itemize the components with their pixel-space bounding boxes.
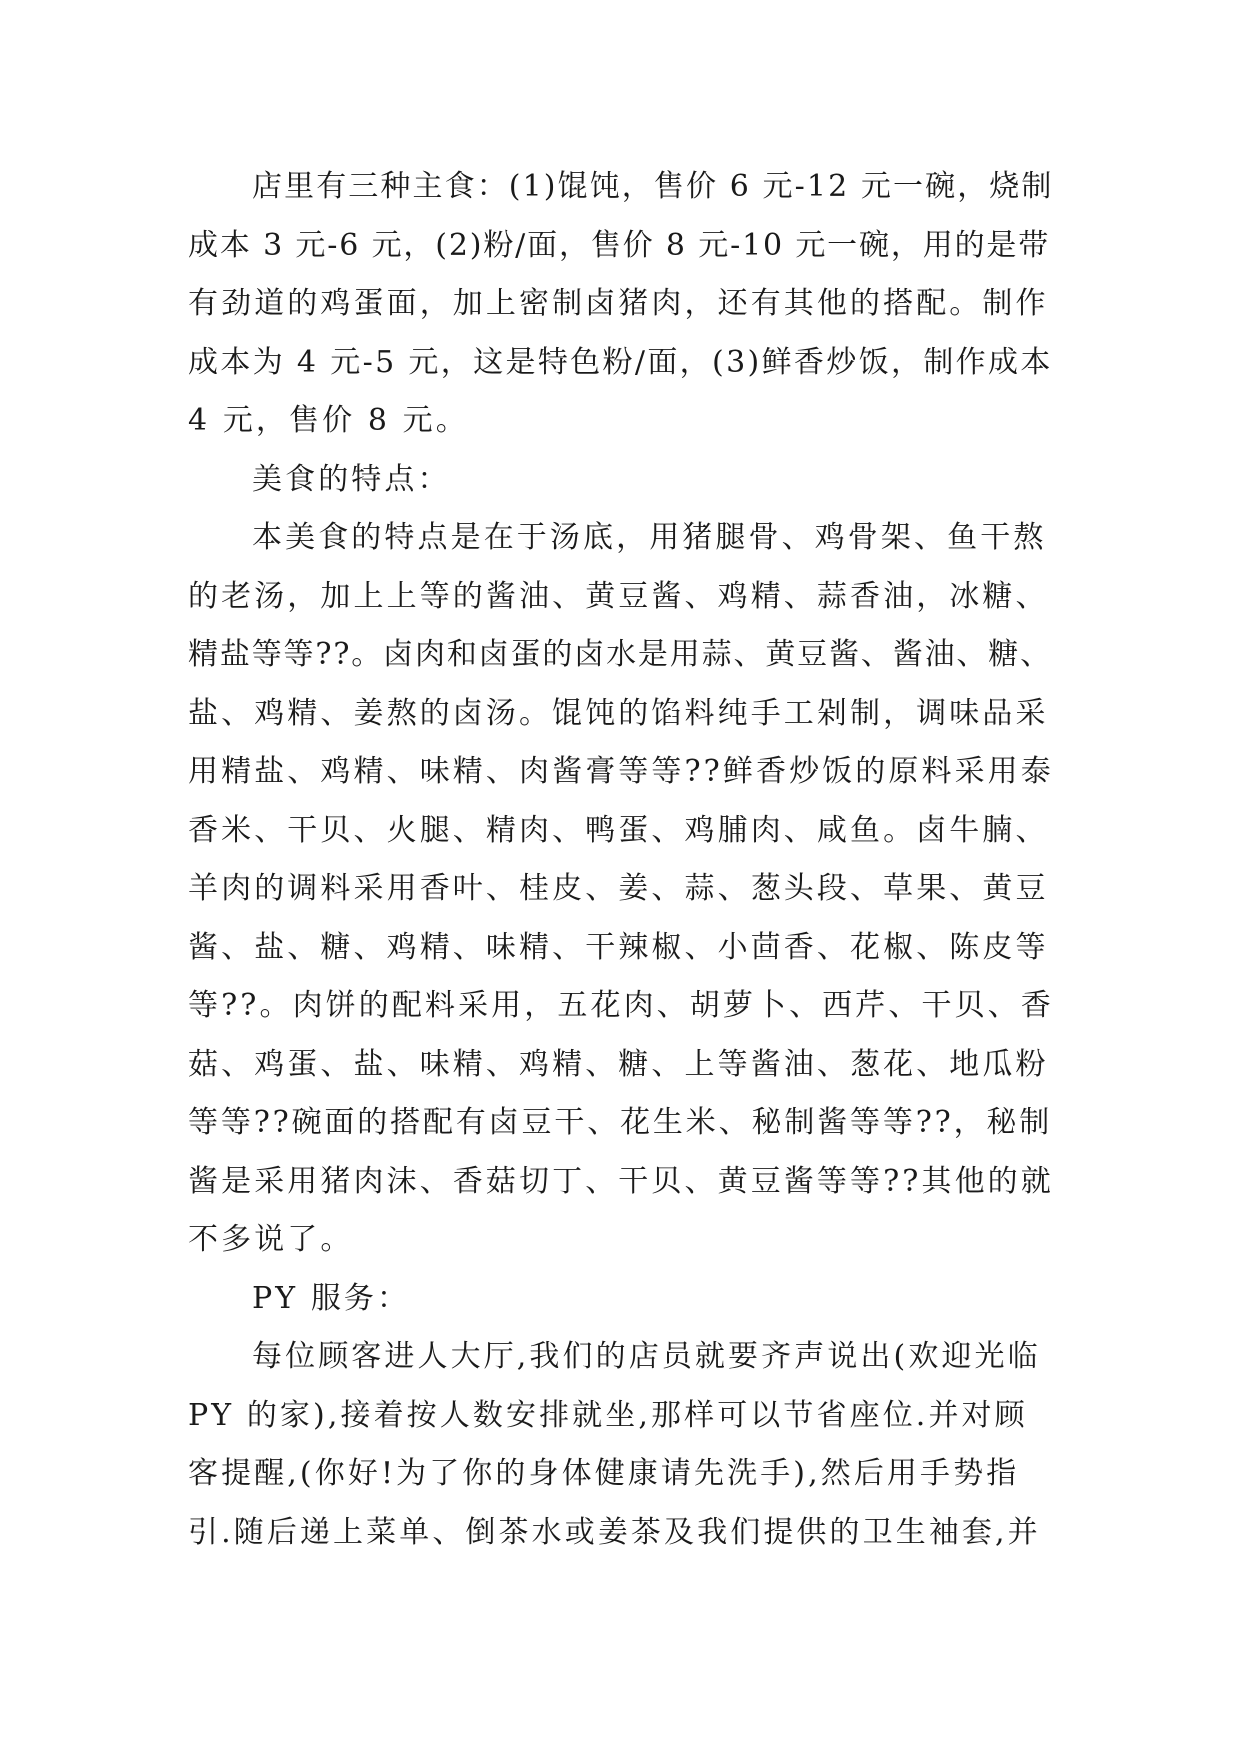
text-line: 香米、干贝、火腿、精肉、鸭蛋、鸡脯肉、咸鱼。卤牛腩、 (188, 812, 1049, 848)
text-line: 羊肉的调料采用香叶、桂皮、姜、蒜、葱头段、草果、黄豆 (188, 871, 1049, 906)
text-line: 酱是采用猪肉沫、香菇切丁、干贝、黄豆酱等等??其他的就 (188, 1163, 1054, 1199)
text-line: 酱、盐、糖、鸡精、味精、干辣椒、小茴香、花椒、陈皮等 (188, 929, 1049, 965)
text-line: 不多说了。 (188, 1222, 354, 1257)
text-line: 每位顾客进人大厅,我们的店员就要齐声说出(欢迎光临 (252, 1339, 1041, 1374)
text-line: 4 元，售价 8 元。 (188, 403, 469, 438)
text-line: 店里有三种主食：(1)馄饨，售价 6 元-12 元一碗，烧制 (252, 169, 1054, 204)
text-line: 等??。肉饼的配料采用，五花肉、胡萝卜、西芹、干贝、香 (188, 988, 1054, 1023)
text-line: 美食的特点： (252, 461, 451, 497)
text-line: 用精盐、鸡精、味精、肉酱膏等等??鲜香炒饭的原料采用泰 (188, 754, 1054, 789)
text-line: PY 服务： (252, 1280, 411, 1316)
text-line: 客提醒,(你好!为了你的身体健康请先洗手),然后用手势指 (188, 1456, 1020, 1491)
body-text (188, 158, 1058, 1562)
text-line: 菇、鸡蛋、盐、味精、鸡精、糖、上等酱油、葱花、地瓜粉 (188, 1046, 1049, 1082)
text-line: PY 的家),接着按人数安排就坐,那样可以节省座位.并对顾 (188, 1397, 1028, 1433)
text-line: 成本为 4 元-5 元，这是特色粉/面，(3)鲜香炒饭，制作成本 (188, 344, 1053, 380)
text-line: 本美食的特点是在于汤底，用猪腿骨、鸡骨架、鱼干熬 (252, 520, 1047, 555)
text-line: 成本 3 元-6 元，(2)粉/面，售价 8 元-10 元一碗，用的是带 (188, 227, 1051, 263)
text-line: 等等??碗面的搭配有卤豆干、花生米、秘制酱等等??，秘制 (188, 1105, 1053, 1140)
text-line: 的老汤，加上上等的酱油、黄豆酱、鸡精、蒜香油，冰糖、 (188, 578, 1049, 614)
text-line: 有劲道的鸡蛋面，加上密制卤猪肉，还有其他的搭配。制作 (188, 286, 1049, 321)
text-line: 引.随后递上菜单、倒茶水或姜茶及我们提供的卫生袖套,并 (188, 1514, 1041, 1550)
text-line: 盐、鸡精、姜熬的卤汤。馄饨的馅料纯手工剁制，调味品采 (188, 695, 1049, 731)
text-line: 精盐等等??。卤肉和卤蛋的卤水是用蒜、黄豆酱、酱油、糖、 (188, 637, 1052, 672)
